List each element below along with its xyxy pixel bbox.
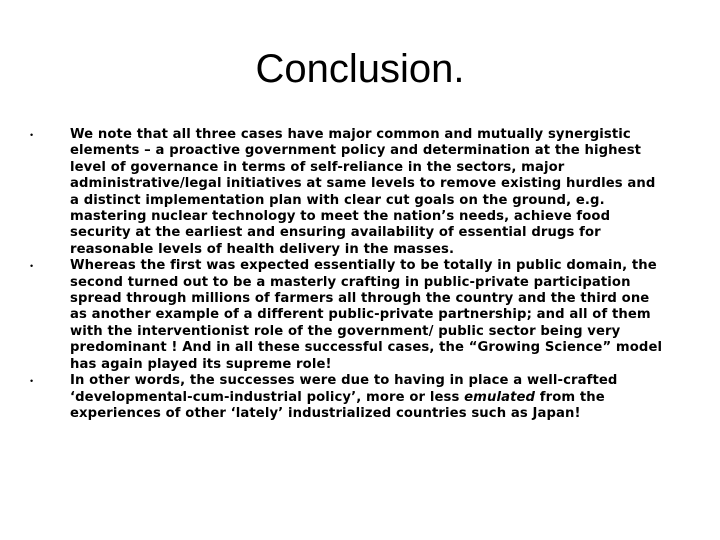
bullet-text-1: We note that all three cases have major common and mutually synergistic elements – a proactive government policy and determination at the highest level of governance in terms of self-reliance in the sectors, major administrative/legal initiatives at same levels to remove existing hurdles and a distinct implementation plan with clear cut goals on the ground, e.g. mastering nuclear technology to meet the nation’s needs, achieve food security at the earliest and ensuring availability of essential drugs for reasonable levels of health delivery in the masses. [70, 127, 656, 257]
bullet-item-3 [26, 373, 666, 422]
slide-title: Conclusion. [255, 47, 465, 91]
bullet-icon: • [30, 261, 34, 272]
bullet-icon: • [30, 130, 34, 140]
bullet-text-2: Whereas the first was expected essentially to be totally in public domain, the second turned out to be a masterly crafting in public-private participation spread through millions of farmers all through the country and the third one as another example of a different public-private partnership; and all of them with the interventionist role of the government/ public sector being very predominant ! And in all these successful cases, the “Growing Science” model has again played its supreme role! [70, 258, 663, 372]
bullet-text-3 [70, 373, 666, 422]
bullet-text-3-after: from the experiences of other ‘lately’ industrialized countries such as Japan! [70, 389, 605, 421]
bullet-item-1 [26, 127, 666, 258]
bullet-list [26, 127, 666, 422]
bullet-icon: • [30, 376, 34, 387]
bullet-text-3-emphasis: emulated [464, 389, 536, 405]
bullet-item-2 [26, 258, 666, 373]
bullet-text-3-before: In other words, the successes were due to having in place a well-crafted ‘developmental-cum-industrial policy’, more or less [70, 373, 618, 405]
